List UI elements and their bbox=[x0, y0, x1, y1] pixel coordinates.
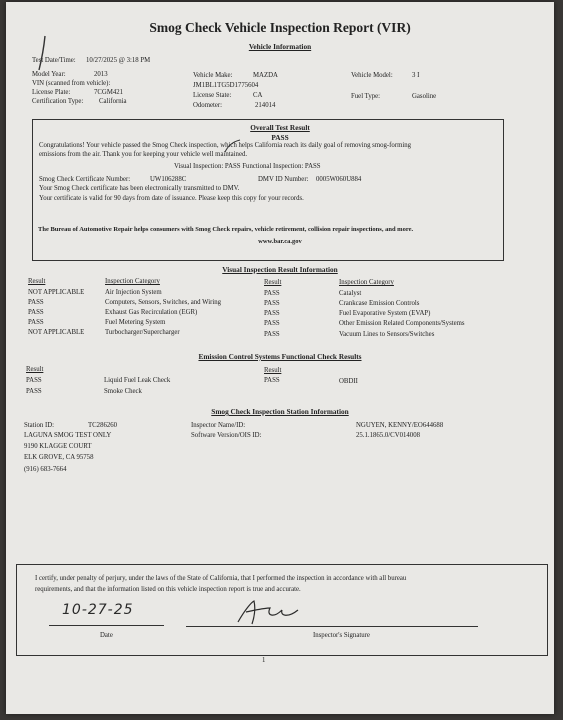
station-id-value: TC286260 bbox=[88, 422, 118, 429]
pen-mark-icon bbox=[34, 34, 52, 74]
station-address-2: ELK GROVE, CA 95758 bbox=[24, 454, 94, 461]
table-row-result: PASS bbox=[264, 300, 280, 307]
make-value: MAZDA bbox=[253, 72, 278, 79]
date-label: Date bbox=[100, 632, 113, 639]
overall-heading: Overall Test Result bbox=[250, 123, 310, 132]
cert-type-value: California bbox=[99, 98, 127, 105]
inspector-label: Inspector Name/ID: bbox=[191, 422, 246, 429]
signature-icon bbox=[234, 598, 304, 628]
table-row-result: PASS bbox=[264, 377, 280, 384]
station-name: LAGUNA SMOG TEST ONLY bbox=[24, 432, 112, 439]
odometer-value: 214014 bbox=[255, 102, 276, 109]
certify-line-2: requirements, and that the information listed on this vehicle inspection report is true and accurate. bbox=[35, 586, 301, 593]
software-value: 25.1.1865.0/CV014008 bbox=[356, 432, 421, 439]
table-row-category: Vacuum Lines to Sensors/Switches bbox=[339, 331, 435, 338]
table-row-category: Crankcase Emission Controls bbox=[339, 300, 420, 307]
page-number: 1 bbox=[262, 657, 266, 664]
table-row-category: Other Emission Related Components/Systems bbox=[339, 320, 465, 327]
vin-label: VIN (scanned from vehicle): bbox=[32, 80, 111, 87]
overall-result: PASS bbox=[271, 133, 289, 142]
date-line bbox=[49, 625, 164, 626]
validity-line: Your certificate is valid for 90 days from date of issuance. Please keep this copy for your records. bbox=[39, 195, 304, 202]
model-year-value: 2013 bbox=[94, 71, 108, 78]
table-row-result: PASS bbox=[264, 320, 280, 327]
fuel-type-value: Gasoline bbox=[412, 93, 437, 100]
table-row-category: Catalyst bbox=[339, 290, 362, 297]
license-plate-label: License Plate: bbox=[32, 89, 71, 96]
inspector-value: NGUYEN, KENNY/EO644688 bbox=[356, 422, 444, 429]
dmv-id-label: DMV ID Number: bbox=[258, 176, 309, 183]
vir-document-page bbox=[6, 2, 554, 714]
vin-value: JM1BL1TG5D1775604 bbox=[193, 82, 259, 89]
signature-label: Inspector's Signature bbox=[313, 632, 370, 639]
bar-info-line: The Bureau of Automotive Repair helps consumers with Smog Check repairs, vehicle retirement, collision repair inspections, and more. bbox=[38, 226, 414, 233]
table-row-result: NOT APPLICABLE bbox=[28, 329, 85, 336]
model-label: Vehicle Model: bbox=[351, 72, 393, 79]
congrats-line-2: emissions from the air. Thank you for keeping your vehicle well maintained. bbox=[39, 151, 248, 158]
station-phone: (916) 683-7664 bbox=[24, 466, 67, 473]
station-info-heading: Smog Check Inspection Station Information bbox=[211, 407, 349, 416]
document-title: Smog Check Vehicle Inspection Report (VIR) bbox=[149, 20, 411, 35]
cert-number-value: UW106288C bbox=[150, 176, 187, 183]
table-row-category: Turbocharger/Supercharger bbox=[105, 329, 180, 336]
table-row-result: PASS bbox=[28, 299, 44, 306]
vehicle-info-heading: Vehicle Information bbox=[248, 42, 312, 51]
transmitted-line: Your Smog Check certificate has been electronically transmitted to DMV. bbox=[39, 185, 240, 192]
table-row-result: NOT APPLICABLE bbox=[28, 289, 85, 296]
test-datetime-value: 10/27/2025 @ 3:18 PM bbox=[86, 57, 151, 64]
model-year-label: Model Year: bbox=[32, 71, 66, 78]
functional-right-result-header: Result bbox=[264, 367, 282, 374]
visual-left-category-header: Inspection Category bbox=[105, 278, 160, 285]
congrats-line-1: Congratulations! Your vehicle passed the Smog Check inspection, which helps California reach its daily goal of removing smog-forming bbox=[39, 142, 412, 149]
visual-inspection-heading: Visual Inspection Result Information bbox=[222, 265, 338, 274]
table-row-category: Fuel Evaporative System (EVAP) bbox=[339, 310, 431, 317]
software-label: Software Version/OIS ID: bbox=[191, 432, 262, 439]
table-row-category: Air Injection System bbox=[105, 289, 162, 296]
cert-type-label: Certification Type: bbox=[32, 98, 84, 105]
visual-functional-summary: Visual Inspection: PASS Functional Inspection: PASS bbox=[174, 163, 321, 170]
odometer-label: Odometer: bbox=[193, 102, 223, 109]
bar-website: www.bar.ca.gov bbox=[258, 238, 302, 245]
table-row-category: Smoke Check bbox=[104, 388, 142, 395]
make-label: Vehicle Make: bbox=[193, 72, 233, 79]
visual-right-category-header: Inspection Category bbox=[339, 279, 394, 286]
model-value: 3 I bbox=[412, 72, 420, 79]
table-row-result: PASS bbox=[264, 310, 280, 317]
signature-line bbox=[186, 626, 478, 627]
handwritten-date: 10-27-25 bbox=[62, 602, 134, 618]
license-state-label: License State: bbox=[193, 92, 232, 99]
test-datetime-label: Test Date/Time: bbox=[32, 57, 76, 64]
table-row-category: Computers, Sensors, Switches, and Wiring bbox=[105, 299, 222, 306]
table-row-result: PASS bbox=[28, 309, 44, 316]
table-row-result: PASS bbox=[26, 377, 42, 384]
functional-check-heading: Emission Control Systems Functional Check Results bbox=[198, 352, 362, 361]
table-row-result: PASS bbox=[26, 388, 42, 395]
functional-left-result-header: Result bbox=[26, 366, 44, 373]
table-row-result: PASS bbox=[264, 331, 280, 338]
table-row-category: Liquid Fuel Leak Check bbox=[104, 377, 171, 384]
station-address-1: 9190 KLAGGE COURT bbox=[24, 443, 92, 450]
license-state-value: CA bbox=[253, 92, 263, 99]
station-id-label: Station ID: bbox=[24, 422, 55, 429]
check-mark-icon bbox=[222, 138, 242, 154]
table-row-category: Fuel Metering System bbox=[105, 319, 166, 326]
visual-right-result-header: Result bbox=[264, 279, 282, 286]
license-plate-value: 7CGM421 bbox=[94, 89, 124, 96]
table-row-category: Exhaust Gas Recirculation (EGR) bbox=[105, 309, 198, 316]
table-row-result: PASS bbox=[28, 319, 44, 326]
certify-line-1: I certify, under penalty of perjury, under the laws of the State of California, that I performed the inspection in accordance with all bureau bbox=[35, 575, 407, 582]
dmv-id-value: 0005W060U884 bbox=[316, 176, 362, 183]
table-row-result: PASS bbox=[264, 290, 280, 297]
table-row-category: OBDII bbox=[339, 378, 358, 385]
cert-number-label: Smog Check Certificate Number: bbox=[39, 176, 131, 183]
fuel-type-label: Fuel Type: bbox=[351, 93, 381, 100]
visual-left-result-header: Result bbox=[28, 278, 46, 285]
